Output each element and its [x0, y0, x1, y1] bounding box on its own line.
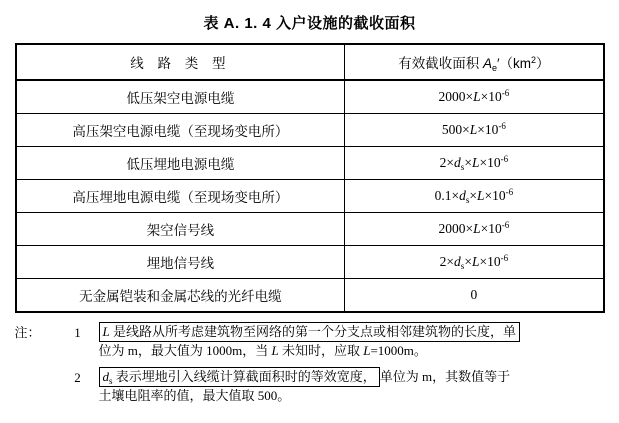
notes-label: 注： [14, 325, 41, 340]
note-number: 1 [74, 325, 81, 340]
notes-label-spacer [15, 367, 57, 369]
table-row [16, 80, 604, 114]
cell-area: 0 [345, 279, 604, 313]
table-header-row [16, 44, 604, 80]
note-body [99, 367, 605, 406]
note-item-1 [15, 322, 605, 361]
cell-area: $2\times d_s\times L\times 10^{-6}$ [345, 147, 604, 180]
note-number: 2 [74, 370, 81, 386]
cell-line-type: 低压架空电源电缆 [16, 80, 345, 114]
cell-area: $2\times d_s\times L\times 10^{-6}$ [345, 246, 604, 279]
cell-line-type: 埋地信号线 [16, 246, 345, 279]
note-continuation: 位为 m，最大值为 1000m，当 L 未知时，应取 L=1000m。 [98, 343, 427, 359]
cell-line-type: 低压埋地电源电缆 [16, 147, 345, 180]
table-row [16, 114, 604, 147]
note-after-box: 单位为 m，其数值等于 [379, 369, 511, 385]
table-body [16, 44, 604, 312]
table-row [16, 180, 604, 213]
cell-line-type: 无金属铠装和金属芯线的光纤电缆 [16, 279, 345, 313]
cell-area: $0.1\times d_s\times L\times 10^{-6}$ [345, 180, 604, 213]
table-row [16, 213, 604, 246]
column-header-effective-area: 有效截收面积 $A_e'(km^2)$ [345, 44, 604, 80]
notes-section [15, 322, 605, 406]
cell-line-type: 高压架空电源电缆（至现场变电所） [16, 114, 345, 147]
cell-line-type: 架空信号线 [16, 213, 345, 246]
note-body [99, 322, 605, 361]
note-continuation: 土壤电阻率的值，最大值取 500。 [98, 388, 291, 404]
cell-area: $500\times L\times 10^{-6}$ [345, 114, 604, 147]
cell-area: $2000\times L\times 10^{-6}$ [345, 80, 604, 114]
table-row [16, 147, 604, 180]
cell-line-type: 高压埋地电源电缆（至现场变电所） [16, 180, 345, 213]
note-highlight-box: L 是线路从所考虑建筑物至网络的第一个分支点或相邻建筑物的长度，单 [99, 322, 521, 342]
page-title: 表 A. 1. 4 入户设施的截收面积 [203, 15, 416, 32]
column-header-line-type: 线 路 类 型 [16, 44, 345, 80]
cell-area: $2000\times L\times 10^{-6}$ [345, 213, 604, 246]
data-table [15, 43, 605, 313]
table-row [16, 246, 604, 279]
note-highlight-box: $d_s$ 表示埋地引入线缆计算截面积时的等效宽度， [99, 367, 380, 387]
note-item-2 [15, 367, 605, 406]
table-row [16, 279, 604, 313]
